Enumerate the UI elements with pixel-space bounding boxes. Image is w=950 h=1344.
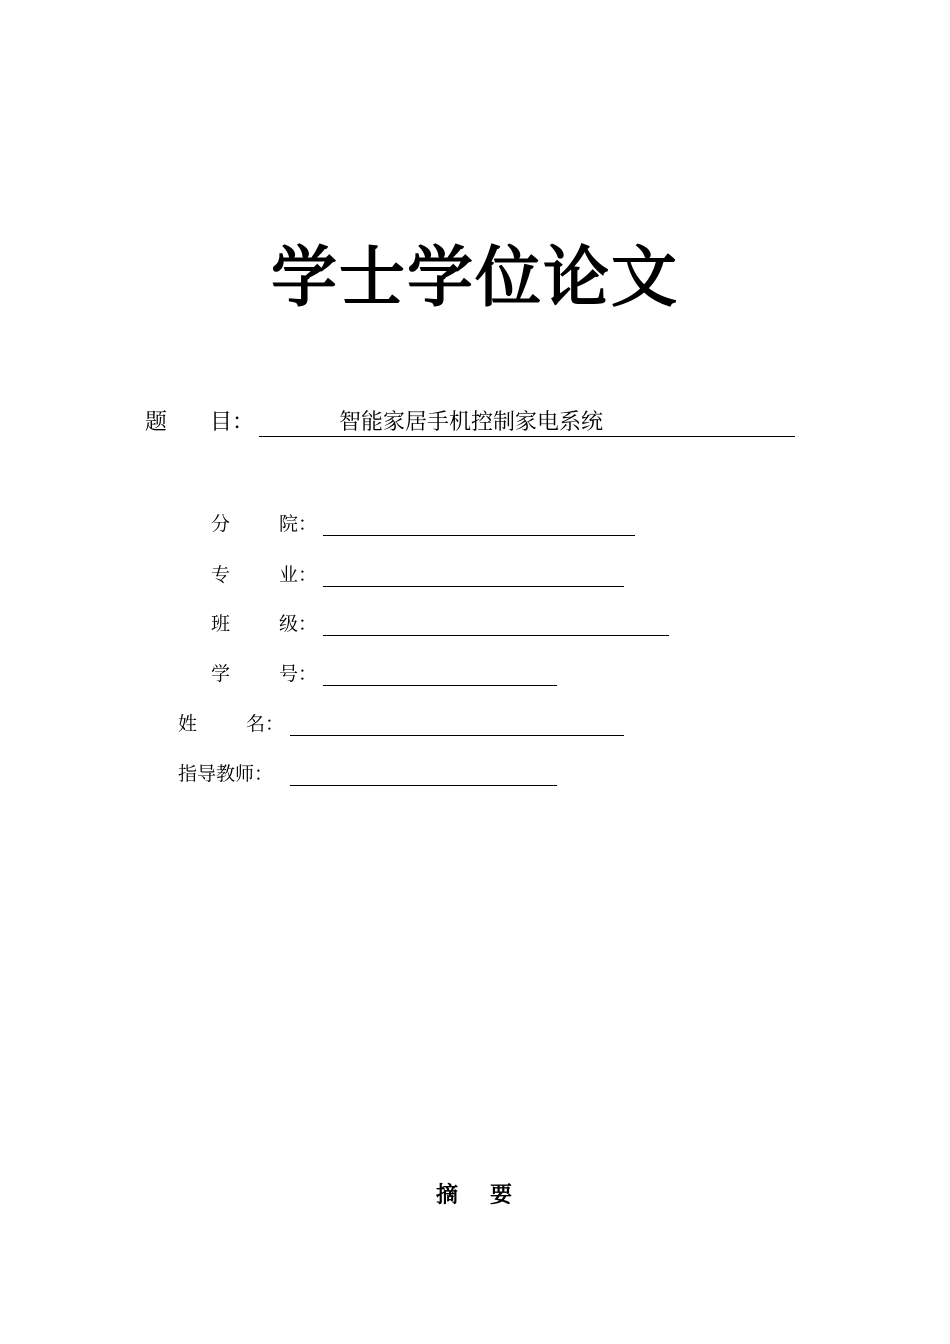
field-row-major <box>211 562 641 588</box>
abstract-heading <box>0 1180 950 1212</box>
advisor-field[interactable] <box>290 763 557 786</box>
abstract-heading-second: 要 <box>490 1183 515 1208</box>
field-label-second: 名： <box>246 713 285 735</box>
field-row-name <box>178 711 638 737</box>
field-row-student-id <box>211 661 571 687</box>
topic-label-first: 题 <box>145 410 168 435</box>
field-label-second: 号： <box>279 663 318 685</box>
class-field[interactable] <box>323 613 669 636</box>
abstract-heading-first: 摘 <box>435 1183 460 1208</box>
topic-label-second: 目： <box>210 410 255 435</box>
field-label-first: 分 <box>211 513 231 535</box>
student-id-field[interactable] <box>323 663 557 686</box>
topic-field[interactable] <box>259 410 795 437</box>
field-row-class <box>211 611 681 637</box>
page-title: 学士学位论文 <box>271 239 679 316</box>
field-label-first: 学 <box>211 663 231 685</box>
field-label-second: 院： <box>279 513 318 535</box>
name-field[interactable] <box>290 713 624 736</box>
field-row-advisor <box>178 761 568 787</box>
topic-value: 智能家居手机控制家电系统 <box>339 410 604 435</box>
field-label-second: 级： <box>279 613 318 635</box>
field-label-second: 业： <box>279 564 318 586</box>
field-label-first: 姓 <box>178 713 198 735</box>
major-field[interactable] <box>323 564 624 587</box>
field-label-first: 班 <box>211 613 231 635</box>
field-label-full: 指导教师： <box>178 763 274 785</box>
department-field[interactable] <box>323 513 635 536</box>
field-label-first: 专 <box>211 564 231 586</box>
field-row-department <box>211 511 641 537</box>
